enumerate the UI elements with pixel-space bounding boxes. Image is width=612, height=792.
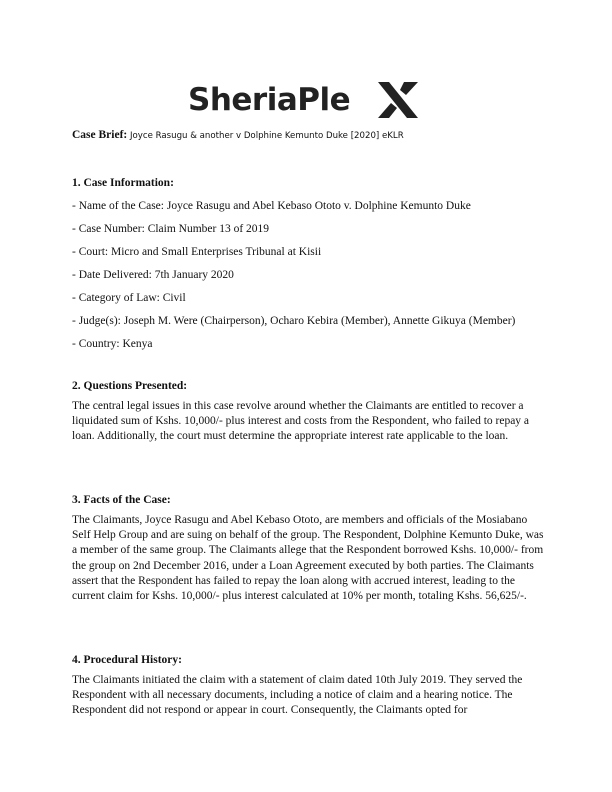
section-questions-presented xyxy=(72,379,544,445)
info-item-country: - Country: Kenya xyxy=(72,338,153,350)
section-body: The Claimants, Joyce Rasugu and Abel Kebaso Ototo, are members and officials of the Mosiabano Self Help Group and are suing on behalf of the group. The Respondent, Dolphine Kemunto Duke, was a member of the same group. The Claimants allege that the Respondent borrowed Kshs. 10,000/- from the group on 2nd December 2016, under a Loan Agreement executed by both parties. The Claimants assert that the Respondent has failed to repay the loan along with accrued interest, leading to the current claim for Kshs. 10,000/- plus interest calculated at 10% per month, totaling Kshs. 56,625/-. xyxy=(72,514,544,603)
case-brief-line xyxy=(72,128,404,143)
case-brief-title: Joyce Rasugu & another v Dolphine Kemunto Duke [2020] eKLR xyxy=(130,131,404,141)
section-heading: 1. Case Information: xyxy=(72,177,174,189)
info-item-case-name: - Name of the Case: Joyce Rasugu and Abel Kebaso Ototo v. Dolphine Kemunto Duke xyxy=(72,200,471,212)
info-item-date-delivered: - Date Delivered: 7th January 2020 xyxy=(72,269,234,281)
section-case-information xyxy=(72,176,544,351)
info-item-case-number: - Case Number: Claim Number 13 of 2019 xyxy=(72,223,270,235)
case-brief-label: Case Brief: xyxy=(72,129,128,141)
info-item-judges: - Judge(s): Joseph M. Were (Chairperson), Ocharo Kebira (Member), Annette Gikuya (Member) xyxy=(72,315,516,327)
info-item-category: - Category of Law: Civil xyxy=(72,292,186,304)
section-heading: 4. Procedural History: xyxy=(72,654,182,666)
section-heading: 3. Facts of the Case: xyxy=(72,494,171,506)
section-facts xyxy=(72,493,544,604)
section-body: The Claimants initiated the claim with a statement of claim dated 10th July 2019. They served the Respondent with all necessary documents, including a notice of claim and a hearing notice. The Respondent did not respond or appear in court. Consequently, the Claimants opted for xyxy=(72,674,523,717)
logo-x-mark-icon xyxy=(378,82,418,118)
sheriaplex-logo xyxy=(188,76,428,124)
section-body: The central legal issues in this case revolve around whether the Claimants are entitled to recover a liquidated sum of Kshs. 10,000/- plus interest and costs from the Respondent, who failed to repay a loan. Additionally, the court must determine the appropriate interest rate applicable to the loan. xyxy=(72,400,530,443)
info-item-court: - Court: Micro and Small Enterprises Tribunal at Kisii xyxy=(72,246,322,258)
section-heading: 2. Questions Presented: xyxy=(72,380,188,392)
logo-wordmark: SheriaPle xyxy=(188,82,351,118)
section-procedural-history xyxy=(72,653,544,719)
